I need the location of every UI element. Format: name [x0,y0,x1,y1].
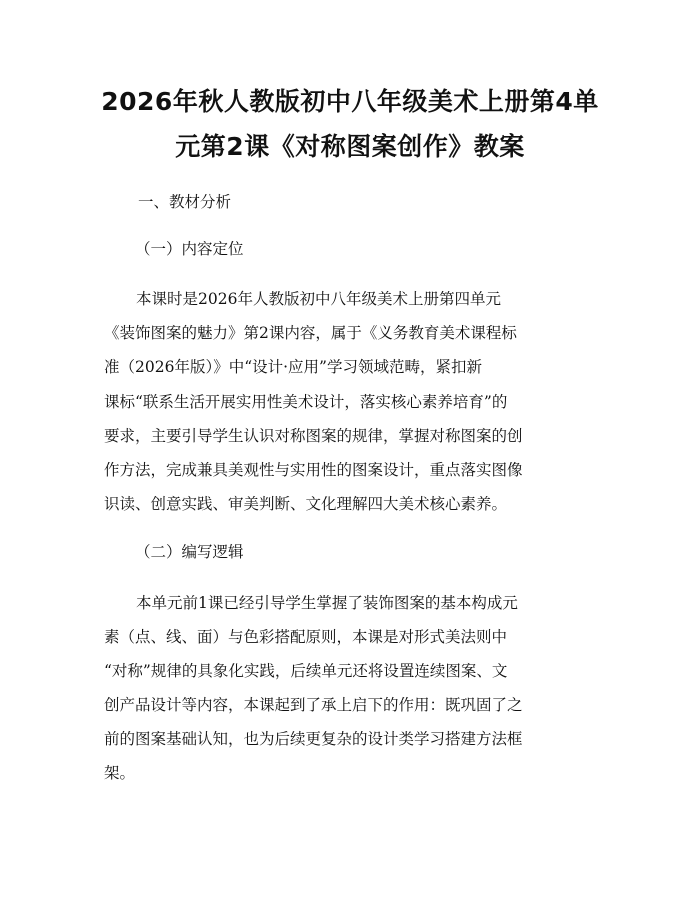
paragraph-1-line: 《装饰图案的魅力》第2课内容，属于《义务教育美术课程标 [104,324,517,342]
paragraph-2-line: 素（点、线、面）与色彩搭配原则，本课是对形式美法则中 [104,628,508,646]
paragraph-2-line: 创产品设计等内容，本课起到了承上启下的作用：既巩固了之 [104,696,523,714]
paragraph-2-line: 架。 [104,764,136,782]
paragraph-2-line: 本单元前1课已经引导学生掌握了装饰图案的基本构成元 [136,594,518,612]
paragraph-1-line: 作方法，完成兼具美观性与实用性的图案设计，重点落实图像 [104,461,523,479]
paragraph-1-line: 识读、创意实践、审美判断、文化理解四大美术核心素养。 [104,495,508,513]
document-title-line-1: 2026年秋人教版初中八年级美术上册第4单 [101,87,599,116]
document-title-line-2: 元第2课《对称图案创作》教案 [175,132,525,161]
paragraph-1-line: 课标“联系生活开展实用性美术设计，落实核心素养培育”的 [104,393,508,411]
section-heading-textbook-analysis: 一、教材分析 [138,193,232,211]
paragraph-1-line: 准（2026年版）》中“设计·应用”学习领域范畴，紧扣新 [104,358,482,376]
paragraph-2-line: “对称”规律的具象化实践，后续单元还将设置连续图案、文 [104,662,508,680]
subsection-heading-writing-logic: （二）编写逻辑 [135,543,244,561]
paragraph-2-line: 前的图案基础认知，也为后续更复杂的设计类学习搭建方法框 [104,730,523,748]
paragraph-1-line: 本课时是2026年人教版初中八年级美术上册第四单元 [136,290,501,308]
subsection-heading-content-positioning: （一）内容定位 [135,240,244,258]
paragraph-1-line: 要求，主要引导学生认识对称图案的规律，掌握对称图案的创 [104,427,523,445]
